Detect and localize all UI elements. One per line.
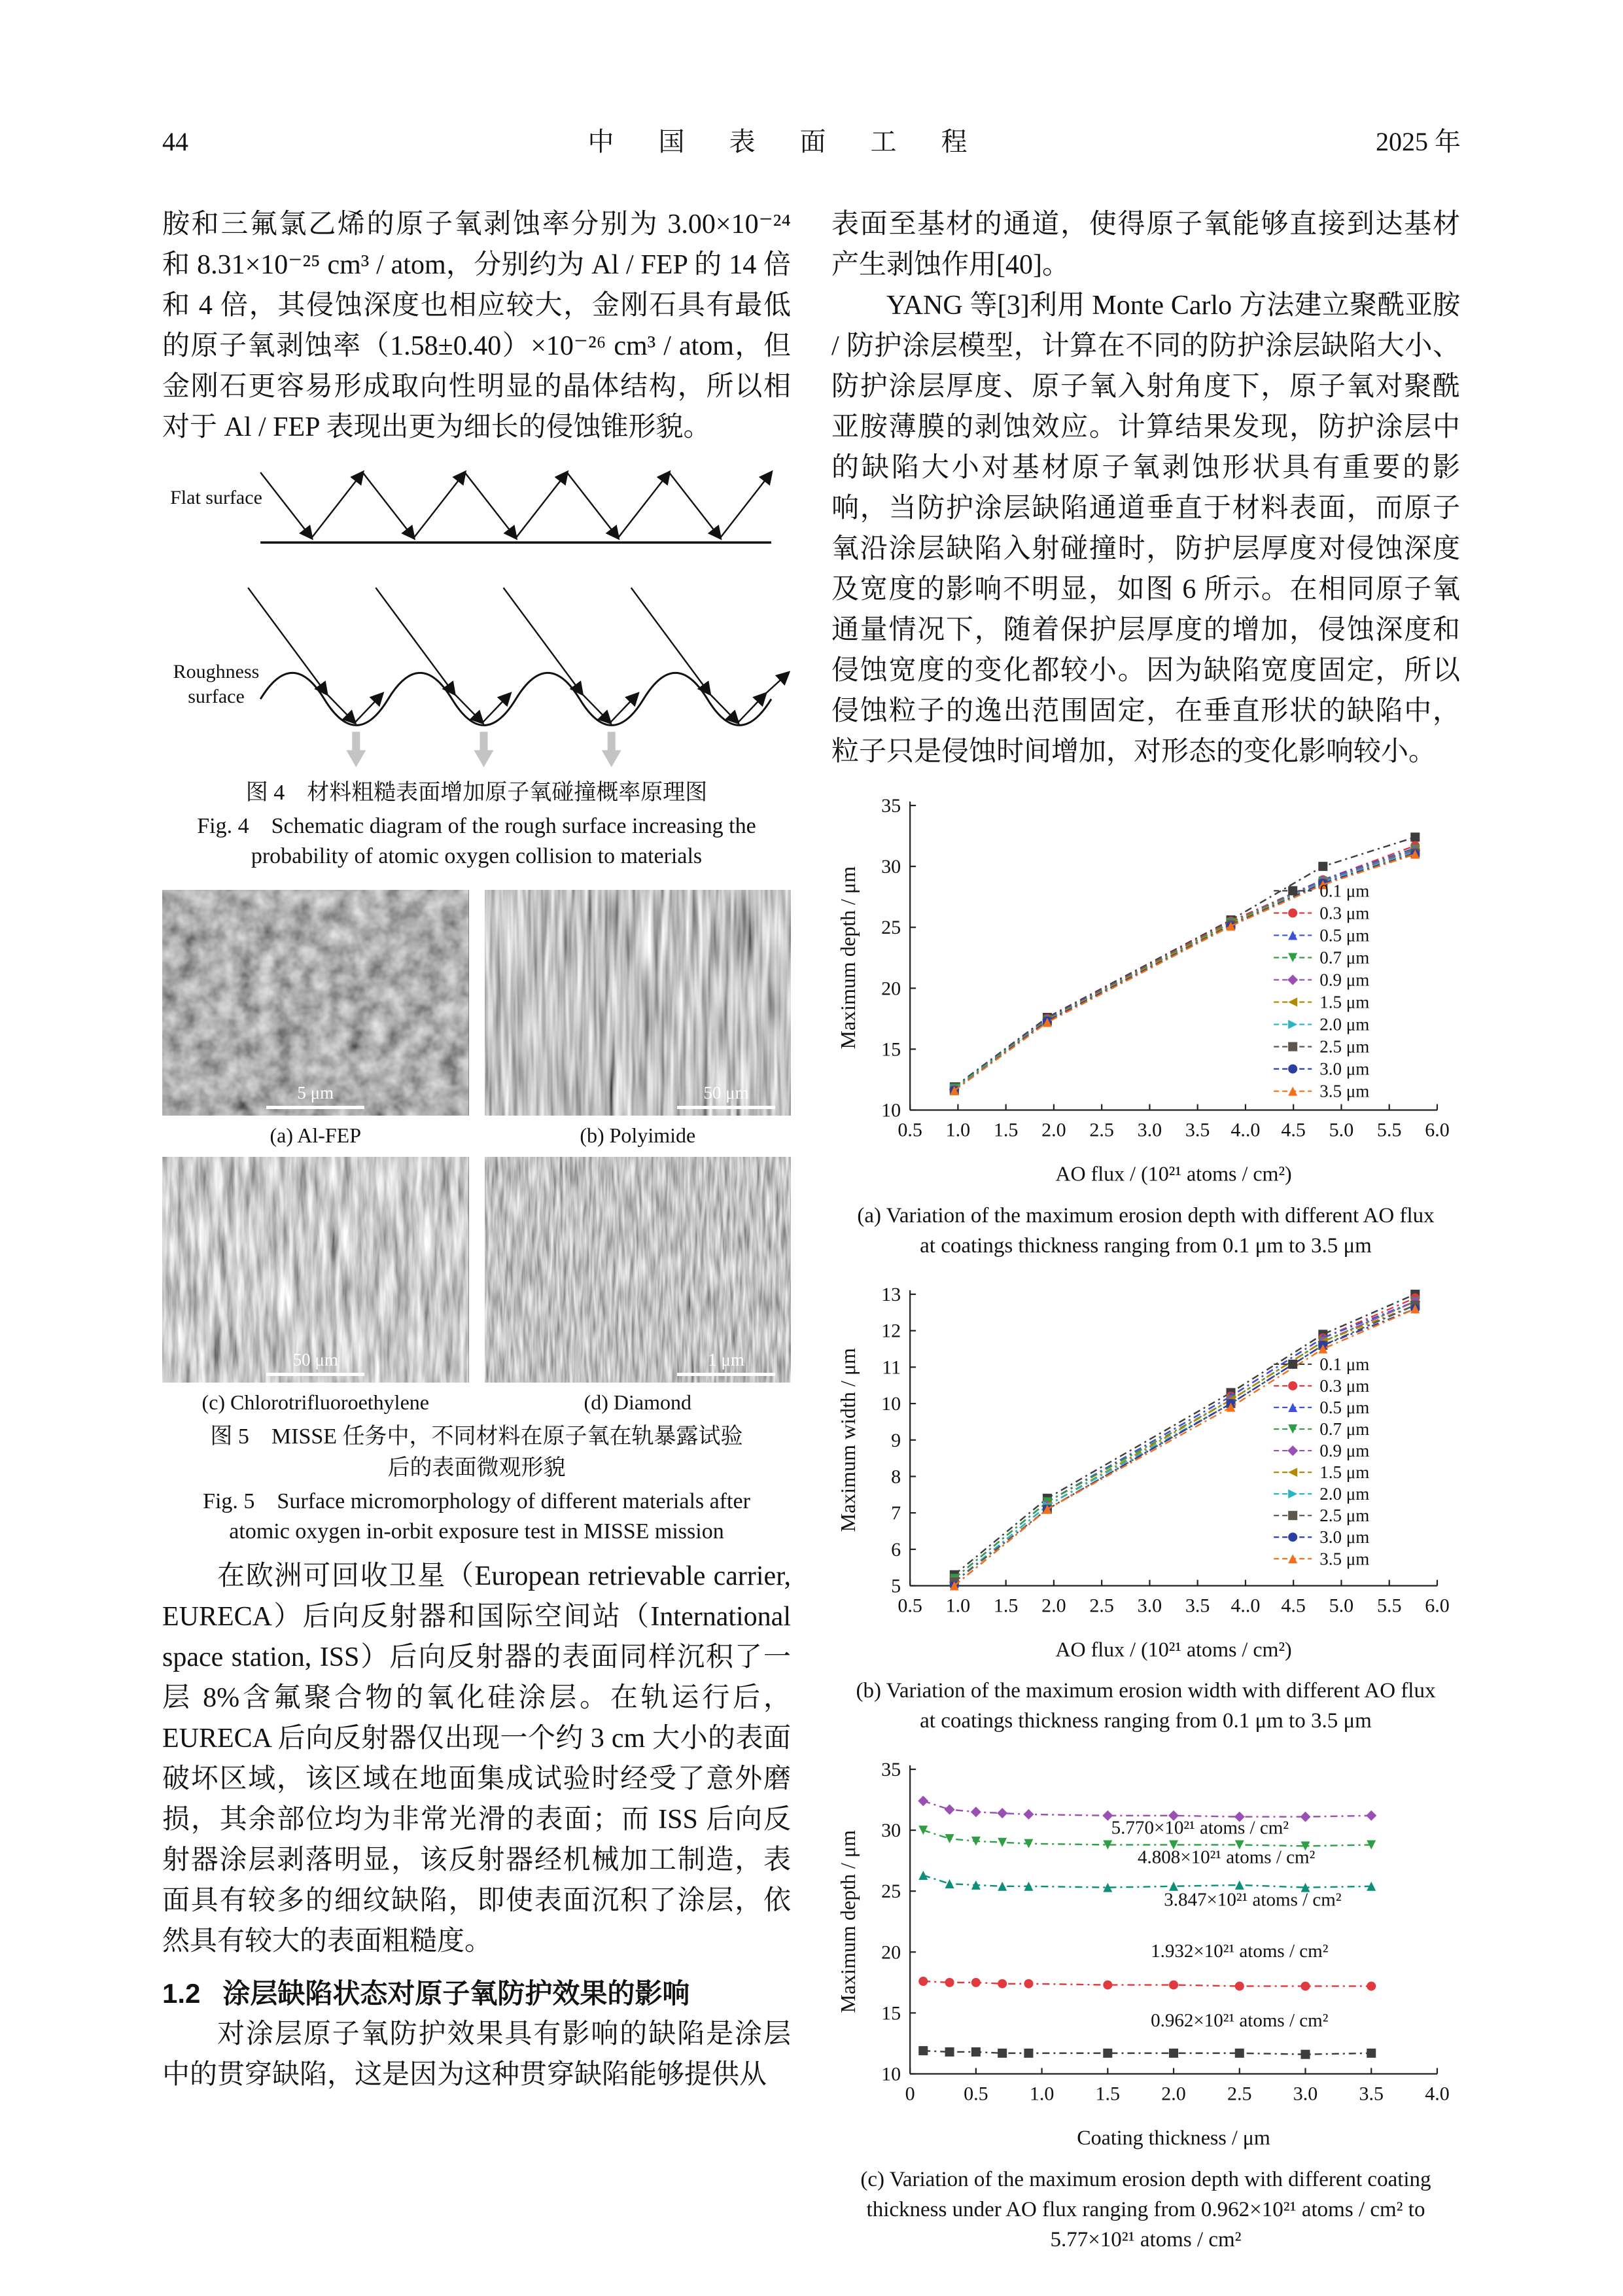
- sem-image-ctfe: [162, 1157, 469, 1415]
- svg-text:Maximum width / μm: Maximum width / μm: [836, 1347, 860, 1532]
- figure5-sem-grid: [162, 890, 791, 1415]
- svg-text:0.9 μm: 0.9 μm: [1319, 1440, 1370, 1460]
- svg-text:AO flux / (10²¹ atoms / cm²): AO flux / (10²¹ atoms / cm²): [1055, 1161, 1292, 1186]
- sem-image-diamond: [485, 1157, 792, 1415]
- svg-text:0.5: 0.5: [898, 1595, 922, 1617]
- svg-text:3.0: 3.0: [1293, 2083, 1318, 2105]
- figure4-caption-en: Fig. 4 Schematic diagram of the rough surface increasing the probability of atomic oxygen collision to materials: [197, 814, 756, 869]
- chart-a-caption: (a) Variation of the maximum erosion depth with different AO flux at coatings thickness ranging from 0.1 μm to 3.5 μm: [857, 1203, 1435, 1258]
- svg-text:1.0: 1.0: [945, 1119, 971, 1141]
- scale-bar: 50 μm: [266, 1350, 364, 1376]
- sem-label: (b) Polyimide: [580, 1123, 696, 1148]
- chart-max-depth-vs-ao-flux: [831, 789, 1460, 1195]
- svg-text:2.5: 2.5: [1089, 1595, 1114, 1617]
- section-heading-1-2: [162, 1973, 791, 2014]
- svg-text:0.5 μm: 0.5 μm: [1319, 1397, 1370, 1417]
- svg-text:2.5: 2.5: [1089, 1119, 1114, 1141]
- svg-text:2.0 μm: 2.0 μm: [1319, 1014, 1370, 1034]
- paragraph: 表面至基材的通道，使得原子氧能够直接到达基材产生剥蚀作用[40]。: [831, 209, 1460, 280]
- chart-max-width-vs-ao-flux: [831, 1278, 1460, 1671]
- sem-label: (d) Diamond: [584, 1390, 691, 1415]
- svg-text:0.5: 0.5: [898, 1119, 922, 1141]
- svg-text:35: 35: [881, 795, 901, 817]
- svg-text:4..0: 4..0: [1230, 1119, 1261, 1141]
- svg-text:4.808×10²¹ atoms / cm²: 4.808×10²¹ atoms / cm²: [1137, 1846, 1316, 1868]
- svg-text:0.5 μm: 0.5 μm: [1319, 925, 1370, 945]
- journal-title: 中 国 表 面 工 程: [587, 127, 977, 156]
- svg-text:10: 10: [881, 1392, 901, 1415]
- svg-text:7: 7: [891, 1502, 901, 1524]
- svg-text:0.3 μm: 0.3 μm: [1319, 1375, 1370, 1396]
- svg-text:5.0: 5.0: [1329, 1119, 1354, 1141]
- gray-down-arrows: [346, 732, 621, 767]
- svg-text:2.0: 2.0: [1161, 2083, 1186, 2105]
- svg-text:20: 20: [881, 1941, 901, 1964]
- svg-text:2.5 μm: 2.5 μm: [1319, 1036, 1370, 1057]
- svg-text:3.0 μm: 3.0 μm: [1319, 1527, 1370, 1547]
- svg-text:3.5: 3.5: [1185, 1119, 1210, 1141]
- figure5-caption-zh: 图 5 MISSE 任务中，不同材料在原子氧在轨暴露试验后的表面微观形貌: [210, 1424, 743, 1481]
- svg-text:4.5: 4.5: [1281, 1119, 1306, 1141]
- svg-text:0: 0: [905, 2083, 915, 2105]
- svg-text:25: 25: [881, 1881, 901, 1903]
- svg-text:3.0: 3.0: [1137, 1595, 1162, 1617]
- svg-text:13: 13: [881, 1283, 901, 1305]
- chart-b-caption: (b) Variation of the maximum erosion width with different AO flux at coatings thickness ranging from 0.1 μm to 3.5 μm: [856, 1679, 1436, 1733]
- svg-text:5.770×10²¹ atoms / cm²: 5.770×10²¹ atoms / cm²: [1111, 1817, 1289, 1839]
- svg-text:20: 20: [881, 978, 901, 1000]
- svg-text:4.5: 4.5: [1281, 1595, 1306, 1617]
- svg-text:1.5: 1.5: [1095, 2083, 1121, 2105]
- figure5-caption-en: Fig. 5 Surface micromorphology of different materials after atomic oxygen in-orbit exposure test in MISSE mission: [203, 1489, 750, 1544]
- svg-text:0.9 μm: 0.9 μm: [1319, 970, 1370, 990]
- svg-text:11: 11: [882, 1356, 901, 1379]
- svg-text:30: 30: [881, 856, 901, 878]
- sem-micrograph: [485, 1157, 792, 1383]
- svg-text:2.0: 2.0: [1041, 1119, 1066, 1141]
- svg-text:Maximum depth / μm: Maximum depth / μm: [836, 1830, 860, 2013]
- svg-text:5.5: 5.5: [1376, 1595, 1402, 1617]
- scale-bar: 1 μm: [677, 1350, 775, 1376]
- two-column-body: [162, 204, 1461, 2265]
- svg-text:0.3 μm: 0.3 μm: [1319, 903, 1370, 923]
- svg-text:35: 35: [881, 1759, 901, 1781]
- svg-text:1.5 μm: 1.5 μm: [1319, 992, 1370, 1012]
- svg-text:2.0 μm: 2.0 μm: [1319, 1483, 1370, 1504]
- svg-text:0.5: 0.5: [964, 2083, 988, 2105]
- svg-text:4..0: 4..0: [1230, 1595, 1261, 1617]
- svg-text:0.1 μm: 0.1 μm: [1319, 881, 1370, 901]
- svg-text:6.0: 6.0: [1425, 1595, 1450, 1617]
- svg-text:2.0: 2.0: [1041, 1595, 1066, 1617]
- svg-text:6: 6: [891, 1538, 901, 1561]
- svg-text:2.5: 2.5: [1227, 2083, 1252, 2105]
- svg-text:3.847×10²¹ atoms / cm²: 3.847×10²¹ atoms / cm²: [1164, 1889, 1342, 1911]
- sem-micrograph: [162, 890, 469, 1116]
- svg-text:25: 25: [881, 917, 901, 939]
- svg-text:3.0: 3.0: [1137, 1119, 1162, 1141]
- svg-text:1.0: 1.0: [1029, 2083, 1055, 2105]
- svg-text:0.7 μm: 0.7 μm: [1319, 947, 1370, 968]
- svg-text:5: 5: [891, 1575, 901, 1597]
- svg-text:10: 10: [881, 1099, 901, 1122]
- svg-text:1.932×10²¹ atoms / cm²: 1.932×10²¹ atoms / cm²: [1151, 1941, 1329, 1962]
- svg-text:3.5 μm: 3.5 μm: [1319, 1081, 1370, 1101]
- svg-text:3.5: 3.5: [1185, 1595, 1210, 1617]
- svg-text:4.0: 4.0: [1425, 2083, 1450, 2105]
- svg-text:0.7 μm: 0.7 μm: [1319, 1419, 1370, 1439]
- svg-text:1.5 μm: 1.5 μm: [1319, 1462, 1370, 1482]
- svg-text:15: 15: [881, 1038, 901, 1061]
- chart-max-depth-vs-coating-thickness: [831, 1753, 1460, 2159]
- sem-label: (c) Chlorotrifluoroethylene: [201, 1390, 429, 1415]
- paragraph: 胺和三氟氯乙烯的原子氧剥蚀率分别为 3.00×10⁻²⁴ 和 8.31×10⁻²⁵ cm³ / atom，分别约为 Al / FEP 的 14 倍和 4 倍，其侵蚀深度也相应较大，金刚石具有最低的原子氧剥蚀率（1.58±0.40）×10⁻²⁶ cm³ / atom，但金刚石更容易形成取向性明显的晶体结构，所以相对于 Al / FEP 表现出更为细长的侵蚀锥形貌。: [162, 209, 791, 442]
- svg-text:3.5 μm: 3.5 μm: [1319, 1548, 1370, 1568]
- chart-c-caption: (c) Variation of the maximum erosion depth with different coating thickness under AO flux ranging from 0.962×10²¹ atoms / cm² to 5.77×10²¹ atoms / cm²: [860, 2167, 1431, 2252]
- section-number: 1.2: [162, 1978, 201, 2009]
- page-header: [162, 121, 1461, 158]
- svg-text:Coating thickness / μm: Coating thickness / μm: [1077, 2125, 1270, 2149]
- flat-surface-label: Flat surface: [170, 487, 262, 508]
- paragraph: 对涂层原子氧防护效果具有影响的缺陷是涂层中的贯穿缺陷，这是因为这种贯穿缺陷能够提供从: [162, 2019, 791, 2091]
- svg-text:5.0: 5.0: [1329, 1595, 1354, 1617]
- svg-text:Maximum depth / μm: Maximum depth / μm: [836, 866, 860, 1050]
- svg-text:12: 12: [881, 1320, 901, 1342]
- svg-text:15: 15: [881, 2002, 901, 2024]
- svg-text:5.5: 5.5: [1376, 1119, 1402, 1141]
- svg-text:10: 10: [881, 2063, 901, 2085]
- sem-label: (a) Al-FEP: [270, 1123, 362, 1148]
- scale-bar: 5 μm: [266, 1083, 364, 1109]
- page-number: 44: [162, 127, 188, 156]
- right-column: [831, 204, 1460, 2265]
- publication-year: 2025 年: [1376, 127, 1461, 156]
- svg-text:6.0: 6.0: [1425, 1119, 1450, 1141]
- figure4-schematic: [162, 463, 791, 771]
- svg-text:1.0: 1.0: [945, 1595, 971, 1617]
- section-title: 涂层缺陷状态对原子氧防护效果的影响: [222, 1978, 690, 2009]
- sem-image-al-fep: [162, 890, 469, 1148]
- sem-micrograph: [485, 890, 792, 1116]
- svg-text:2.5 μm: 2.5 μm: [1319, 1505, 1370, 1525]
- svg-text:30: 30: [881, 1820, 901, 1842]
- figure4-caption-zh: 图 4 材料粗糙表面增加原子氧碰撞概率原理图: [245, 781, 708, 805]
- left-column: [162, 204, 791, 2095]
- sem-micrograph: [162, 1157, 469, 1383]
- svg-text:9: 9: [891, 1429, 901, 1451]
- svg-text:0.1 μm: 0.1 μm: [1319, 1354, 1370, 1374]
- svg-text:0.962×10²¹ atoms / cm²: 0.962×10²¹ atoms / cm²: [1151, 2010, 1329, 2032]
- sem-image-polyimide: [485, 890, 792, 1148]
- paragraph: YANG 等[3]利用 Monte Carlo 方法建立聚酰亚胺 / 防护涂层模型，计算在不同的防护涂层缺陷大小、防护涂层厚度、原子氧入射角度下，原子氧对聚酰亚胺薄膜的剥蚀效应。计算结果发现，防护涂层中的缺陷大小对基材原子氧剥蚀形状具有重要的影响，当防护涂层缺陷通道垂直于材料表面，而原子氧沿涂层缺陷入射碰撞时，防护层厚度对侵蚀深度及宽度的影响不明显，如图 6 所示。在相同原子氧通量情况下，随着保护层厚度的增加，侵蚀深度和侵蚀宽度的变化都较小。因为缺陷宽度固定，所以侵蚀粒子的逸出范围固定，在垂直形状的缺陷中，粒子只是侵蚀时间增加，对形态的变化影响较小。: [831, 291, 1460, 767]
- svg-text:8: 8: [891, 1466, 901, 1488]
- scale-bar: 50 μm: [677, 1083, 775, 1109]
- svg-text:3.0 μm: 3.0 μm: [1319, 1059, 1370, 1079]
- paragraph: 在欧洲可回收卫星（European retrievable carrier, EURECA）后向反射器和国际空间站（International space station, ISS）后向反射器的表面同样沉积了一层 8%含氟聚合物的氧化硅涂层。在轨运行后，EURECA 后向反射器仅出现一个约 3 cm 大小的表面破坏区域，该区域在地面集成试验时经受了意外磨损，其余部位均为非常光滑的表面；而 ISS 后向反射器涂层剥落明显，该反射器经机械加工制造，表面具有较多的细纹缺陷，即使表面沉积了涂层，依然具有较大的表面粗糙度。: [162, 1561, 791, 1957]
- roughness-surface-label: Roughness surface: [173, 661, 260, 707]
- svg-text:AO flux / (10²¹ atoms / cm²): AO flux / (10²¹ atoms / cm²): [1055, 1637, 1292, 1661]
- svg-text:1.5: 1.5: [993, 1595, 1019, 1617]
- svg-text:1.5: 1.5: [993, 1119, 1019, 1141]
- svg-text:3.5: 3.5: [1359, 2083, 1384, 2105]
